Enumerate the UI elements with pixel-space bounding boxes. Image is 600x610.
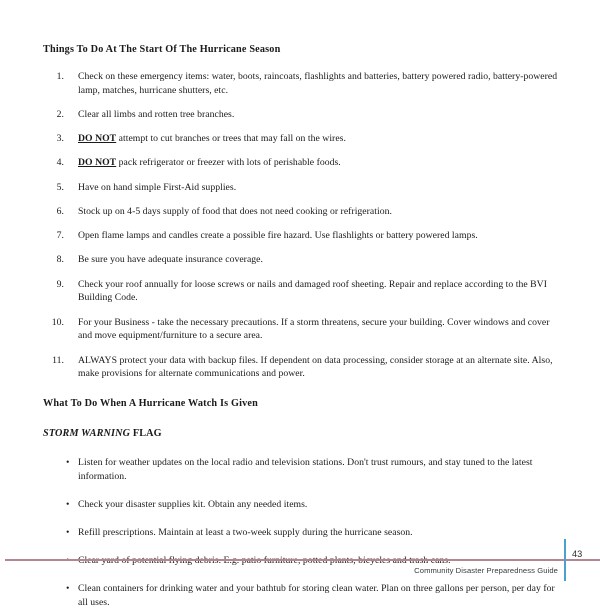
list-item-number: 4. bbox=[56, 157, 64, 169]
footer-caption: Community Disaster Preparedness Guide bbox=[414, 566, 558, 575]
list-item-text: Check your disaster supplies kit. Obtain any needed items. bbox=[78, 498, 308, 510]
list-item-number: 9. bbox=[56, 278, 64, 290]
subheading-storm-warning-flag bbox=[43, 428, 560, 441]
spacer bbox=[43, 441, 560, 456]
list-item-number: 3. bbox=[56, 133, 64, 145]
spacer bbox=[43, 57, 560, 70]
list-item-emphasis: DO NOT bbox=[78, 157, 117, 169]
list-item-number: 6. bbox=[56, 205, 64, 217]
list-item bbox=[43, 108, 560, 122]
list-item-number: 1. bbox=[56, 70, 64, 82]
list-item-text-rest: pack refrigerator or freezer with lots of perishable foods. bbox=[116, 157, 341, 169]
list-item bbox=[43, 132, 560, 146]
spacer bbox=[43, 381, 560, 398]
bullet-icon: • bbox=[66, 583, 70, 595]
numbered-list-start-of-season bbox=[43, 70, 560, 381]
bullet-icon: • bbox=[66, 456, 70, 468]
bulleted-list-hurricane-watch bbox=[43, 456, 560, 610]
footer-vertical-accent-line bbox=[564, 539, 566, 581]
list-item-number: 2. bbox=[56, 108, 64, 120]
list-item bbox=[43, 253, 560, 267]
list-item-text: Listen for weather updates on the local radio and television stations. Don't trust rumours, and stay tuned to the latest information. bbox=[78, 456, 533, 482]
list-item bbox=[43, 278, 560, 306]
list-item bbox=[43, 156, 560, 170]
list-item-text: ALWAYS protect your data with backup files. If dependent on data processing, consider storage at an alternate site. Also, make provisions for alternate communications and power. bbox=[78, 354, 553, 380]
list-item-text: Refill prescriptions. Maintain at least a two-week supply during the hurricane season. bbox=[78, 526, 413, 538]
list-item bbox=[43, 526, 560, 540]
list-item-number: 7. bbox=[56, 230, 64, 242]
list-item-number: 5. bbox=[56, 181, 64, 193]
list-item-text: Stock up on 4-5 days supply of food that does not need cooking or refrigeration. bbox=[78, 205, 392, 217]
list-item-text: Be sure you have adequate insurance coverage. bbox=[78, 254, 263, 266]
subheading-emphasis: STORM WARNING bbox=[43, 427, 131, 439]
list-item-text-rest: attempt to cut branches or trees that may fall on the wires. bbox=[116, 133, 346, 145]
list-item-text: Open flame lamps and candles create a possible fire hazard. Use flashlights or battery powered lamps. bbox=[78, 230, 478, 242]
list-item-text: Check on these emergency items: water, boots, raincoats, flashlights and batteries, battery powered radio, battery-powered lamp, matches, hurricane shutters, etc. bbox=[78, 70, 558, 96]
list-item bbox=[43, 582, 560, 610]
list-item-text: For your Business - take the necessary precautions. If a storm threatens, secure your building. Cover windows and cover and move equipment/furniture to a secure area. bbox=[78, 316, 550, 342]
list-item bbox=[43, 229, 560, 243]
list-item bbox=[43, 205, 560, 219]
subheading-rest: FLAG bbox=[130, 427, 162, 439]
list-item-number: 10. bbox=[51, 316, 64, 328]
list-item-number: 11. bbox=[52, 354, 64, 366]
list-item bbox=[43, 498, 560, 512]
list-item-text: Have on hand simple First-Aid supplies. bbox=[78, 181, 237, 193]
list-item-emphasis: DO NOT bbox=[78, 133, 117, 145]
bullet-icon: • bbox=[66, 498, 70, 510]
section-heading-start-of-season: Things To Do At The Start Of The Hurricane Season bbox=[43, 44, 281, 55]
page-number: 43 bbox=[572, 549, 583, 559]
page-content bbox=[43, 44, 560, 610]
list-item bbox=[43, 456, 560, 484]
list-item bbox=[43, 316, 560, 344]
list-item bbox=[43, 354, 560, 382]
list-item-number: 8. bbox=[56, 254, 64, 266]
footer-horizontal-rule bbox=[5, 559, 600, 561]
list-item bbox=[43, 70, 560, 98]
list-item-text: Clear all limbs and rotten tree branches. bbox=[78, 108, 235, 120]
list-item-text: Clean containers for drinking water and your bathtub for storing clean water. Plan on three gallons per person, per day for all uses. bbox=[78, 583, 555, 609]
spacer bbox=[43, 411, 560, 428]
section-heading-hurricane-watch: What To Do When A Hurricane Watch Is Given bbox=[43, 398, 258, 410]
list-item-text bbox=[78, 132, 560, 146]
bullet-icon: • bbox=[66, 526, 70, 538]
list-item-text: Check your roof annually for loose screws or nails and damaged roof sheeting. Repair and replace according to the BVI Building Code. bbox=[78, 278, 547, 304]
list-item-text bbox=[78, 156, 560, 170]
list-item bbox=[43, 181, 560, 195]
